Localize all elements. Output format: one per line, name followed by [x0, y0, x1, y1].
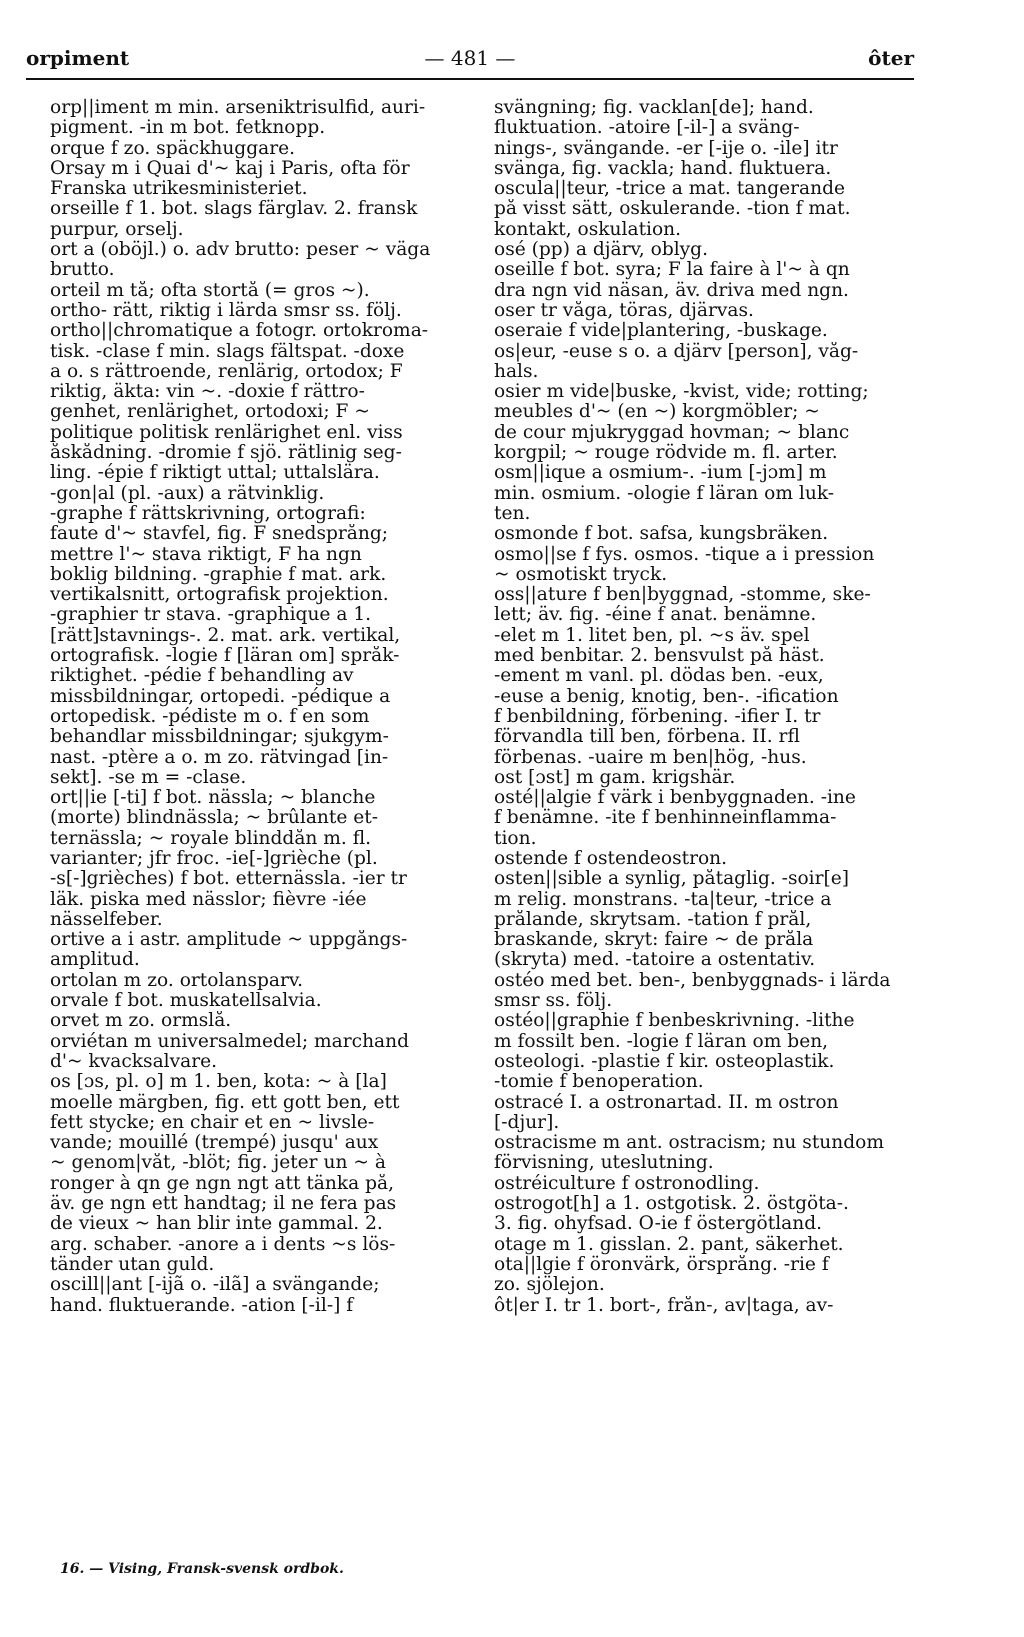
entry-line: f benbildning, förbening. -ifier I. tr — [494, 706, 821, 727]
entry-line: osier m vide|buske, -kvist, vide; rotting; — [494, 382, 869, 403]
entry-line: brutto. — [50, 260, 115, 281]
entry-line: ronger à qn ge ngn ngt att tänka på, — [50, 1173, 395, 1194]
entry-line: ortolan m zo. ortolansparv. — [50, 970, 304, 991]
entry-line: sekt]. -se m = -clase. — [50, 767, 247, 788]
entry-line: Franska utrikesministeriet. — [50, 179, 308, 200]
entry-line: a o. s rättroende, renlärig, ortodox; F — [50, 361, 403, 382]
header-right-guide-word: ôter — [868, 46, 914, 70]
entry-line: f benämne. -ite f benhinneinflamma- — [494, 808, 837, 829]
entry-line: d'~ kvacksalvare. — [50, 1051, 218, 1072]
page-number: — 481 — — [424, 46, 516, 70]
entry-line: ort a (oböjl.) o. adv brutto: peser ~ väga — [50, 240, 431, 261]
right-column — [494, 98, 934, 1316]
entry-line: ostende f ostendeostron. — [494, 848, 728, 869]
entry-line: ostrogot[h] a 1. ostgotisk. 2. östgöta-. — [494, 1194, 849, 1215]
entry-line: ostracisme m ant. ostracism; nu stundom — [494, 1133, 884, 1154]
entry-line: lett; äv. fig. -éine f anat. benämne. — [494, 605, 817, 626]
entry-line: riktighet. -pédie f behandling av — [50, 666, 354, 687]
entry-line: orteil m tå; ofta stortå (= gros ~). — [50, 280, 370, 301]
entry-line: 3. fig. ohyfsad. O-ie f östergötland. — [494, 1214, 823, 1235]
entry-line: ortho- rätt, riktig i lärda smsr ss. följ. — [50, 300, 402, 321]
entry-line: ten. — [494, 503, 531, 524]
header-left-guide-word: orpiment — [26, 46, 130, 70]
entry-line: hand. fluktuerande. -ation [-il-] f — [50, 1295, 354, 1316]
entry-line: politique politisk renlärighet enl. viss — [50, 422, 403, 443]
entry-line: tion. — [494, 828, 537, 849]
entry-line: korgpil; ~ rouge rödvide m. fl. arter. — [494, 443, 838, 464]
entry-line: orvale f bot. muskatellsalvia. — [50, 991, 322, 1012]
entry-line: vande; mouillé (trempé) jusqu' aux — [50, 1133, 379, 1154]
entry-line: ternässla; ~ royale blinddån m. fl. — [50, 828, 372, 849]
entry-line: ost [ɔst] m gam. krigshär. — [494, 767, 736, 788]
entry-line: fett stycke; en chair et en ~ livsle- — [50, 1112, 375, 1133]
entry-line: osé (pp) a djärv, oblyg. — [494, 240, 708, 261]
entry-line: purpur, orselj. — [50, 219, 184, 240]
entry-line: otage m 1. gisslan. 2. pant, säkerhet. — [494, 1234, 844, 1255]
entry-line: varianter; jfr froc. -ie[-]grièche (pl. — [50, 848, 378, 869]
entry-line: pigment. -in m bot. fetknopp. — [50, 118, 326, 139]
entry-line: på visst sätt, oskulerande. -tion f mat. — [494, 199, 851, 220]
entry-line: faute d'~ stavfel, fig. F snedsprång; — [50, 524, 389, 545]
entry-line: nings-, svängande. -er [-ije o. -ile] itr — [494, 138, 838, 159]
entry-line: ling. -épie f riktigt uttal; uttalslära. — [50, 463, 380, 484]
entry-line: zo. sjölejon. — [494, 1275, 605, 1296]
entry-line: förvisning, uteslutning. — [494, 1153, 714, 1174]
entry-line: oseille f bot. syra; F la faire à l'~ à qn — [494, 260, 850, 281]
entry-line: -gon|al (pl. -aux) a rätvinklig. — [50, 483, 325, 504]
entry-line: förbenas. -uaire m ben|hög, -hus. — [494, 747, 807, 768]
entry-line: -euse a benig, knotig, ben-. -ification — [494, 686, 839, 707]
entry-line: riktig, äkta: vin ~. -doxie f rättro- — [50, 382, 365, 403]
entry-line: osté||algie f värk i benbyggnaden. -ine — [494, 788, 856, 809]
entry-line: genhet, renlärighet, ortodoxi; F ~ — [50, 402, 370, 423]
entry-line: prålande, skrytsam. -tation f prål, — [494, 909, 812, 930]
entry-line: de cour mjukryggad hovman; ~ blanc — [494, 422, 850, 443]
entry-line: os [ɔs, pl. o] m 1. ben, kota: ~ à [la] — [50, 1072, 387, 1093]
entry-line: tisk. -clase f min. slags fältspat. -doxe — [50, 341, 405, 362]
entry-line: (morte) blindnässla; ~ brûlante et- — [50, 808, 379, 829]
entry-line: oseraie f vide|plantering, -buskage. — [494, 321, 828, 342]
entry-line: os|eur, -euse s o. a djärv [person], våg- — [494, 341, 859, 362]
entry-line: m relig. monstrans. -ta|teur, -trice a — [494, 889, 832, 910]
entry-line: äv. ge ngn ett handtag; il ne fera pas — [50, 1194, 397, 1215]
entry-line: ~ osmotiskt tryck. — [494, 564, 668, 585]
entry-line: ort||ie [-ti] f bot. nässla; ~ blanche — [50, 788, 376, 809]
entry-line: nässelfeber. — [50, 909, 163, 930]
entry-line: -ement m vanl. pl. dödas ben. -eux, — [494, 666, 824, 687]
entry-line: braskande, skryt: faire ~ de pråla — [494, 930, 814, 951]
entry-line: -elet m 1. litet ben, pl. ~s äv. spel — [494, 625, 810, 646]
entry-line: Orsay m i Quai d'~ kaj i Paris, ofta för — [50, 158, 410, 179]
entry-line: [-djur]. — [494, 1112, 560, 1133]
entry-line: med benbitar. 2. bensvulst på häst. — [494, 646, 825, 667]
entry-line: -s[-]grièches) f bot. etternässla. -ier tr — [50, 869, 407, 890]
entry-line: dra ngn vid näsan, äv. driva med ngn. — [494, 280, 849, 301]
entry-line: oser tr våga, töras, djärvas. — [494, 300, 754, 321]
entry-line: min. osmium. -ologie f läran om luk- — [494, 483, 835, 504]
entry-line: ostéo||graphie f benbeskrivning. -lithe — [494, 1011, 855, 1032]
entry-line: hals. — [494, 361, 539, 382]
entry-line: osmo||se f fys. osmos. -tique a i pression — [494, 544, 875, 565]
entry-line: ~ genom|våt, -blöt; fig. jeter un ~ à — [50, 1153, 386, 1174]
entry-line: läk. piska med nässlor; fièvre -iée — [50, 889, 367, 910]
entry-line: orseille f 1. bot. slags färglav. 2. fransk — [50, 199, 418, 220]
running-header — [26, 44, 914, 72]
entry-line: de vieux ~ han blir inte gammal. 2. — [50, 1214, 383, 1235]
entry-line: missbildningar, ortopedi. -pédique a — [50, 686, 391, 707]
entry-line: ota||lgie f öronvärk, örsprång. -rie f — [494, 1254, 829, 1275]
entry-line: smsr ss. följ. — [494, 991, 613, 1012]
entry-line: -tomie f benoperation. — [494, 1072, 704, 1093]
entry-line: behandlar missbildningar; sjukgym- — [50, 727, 389, 748]
entry-line: orvet m zo. ormslå. — [50, 1011, 232, 1032]
entry-line: förvandla till ben, förbena. II. rfl — [494, 727, 800, 748]
header-rule — [26, 78, 914, 80]
entry-line: ortive a i astr. amplitude ~ uppgångs- — [50, 930, 408, 951]
entry-line: ostéo med bet. ben-, benbyggnads- i lärda — [494, 970, 891, 991]
entry-line: m fossilt ben. -logie f läran om ben, — [494, 1031, 829, 1052]
footer-signature: 16. — Vising, Fransk-svensk ordbok. — [60, 1561, 344, 1577]
left-column — [50, 98, 490, 1316]
entry-line: meubles d'~ (en ~) korgmöbler; ~ — [494, 402, 820, 423]
entry-line: ortografisk. -logie f [läran om] språk- — [50, 646, 400, 667]
entry-line: orp||iment m min. arseniktrisulfid, auri- — [50, 98, 426, 118]
entry-line: -graphier tr stava. -graphique a 1. — [50, 605, 372, 626]
entry-line: mettre l'~ stava riktigt, F ha ngn — [50, 544, 362, 565]
entry-line: moelle märgben, fig. ett gott ben, ett — [50, 1092, 400, 1113]
entry-line: arg. schaber. -anore a i dents ~s lös- — [50, 1234, 396, 1255]
entry-line: åskådning. -dromie f sjö. rätlinig seg- — [50, 443, 402, 464]
entry-line: ostréiculture f ostronodling. — [494, 1173, 760, 1194]
entry-line: vertikalsnitt, ortografisk projektion. — [50, 585, 389, 606]
entry-line: svängning; fig. vacklan[de]; hand. — [494, 98, 814, 118]
entry-line: kontakt, oskulation. — [494, 219, 682, 240]
entry-line: amplitud. — [50, 950, 140, 971]
entry-line: ortopedisk. -pédiste m o. f en som — [50, 706, 370, 727]
entry-line: osm||ique a osmium-. -ium [-jɔm] m — [494, 463, 827, 484]
entry-line: oss||ature f ben|byggnad, -stomme, ske- — [494, 585, 871, 606]
entry-line: orviétan m universalmedel; marchand — [50, 1031, 410, 1052]
entry-line: (skryta) med. -tatoire a ostentativ. — [494, 950, 816, 971]
entry-line: osten||sible a synlig, påtaglig. -soir[e] — [494, 869, 850, 890]
entry-line: nast. -ptère a o. m zo. rätvingad [in- — [50, 747, 389, 768]
entry-line: orque f zo. späckhuggare. — [50, 138, 296, 159]
entry-line: oscula||teur, -trice a mat. tangerande — [494, 179, 846, 200]
entry-line: osmonde f bot. safsa, kungsbräken. — [494, 524, 829, 545]
entry-line: tänder utan guld. — [50, 1254, 215, 1275]
entry-line: -graphe f rättskrivning, ortografi: — [50, 503, 366, 524]
entry-line: svänga, fig. vackla; hand. fluktuera. — [494, 158, 832, 179]
entry-line: ortho||chromatique a fotogr. ortokroma- — [50, 321, 429, 342]
entry-line: oscill||ant [-ijã o. -ilã] a svängande; — [50, 1275, 380, 1296]
entry-line: ôt|er I. tr 1. bort-, från-, av|taga, av- — [494, 1295, 834, 1316]
entry-line: osteologi. -plastie f kir. osteoplastik. — [494, 1051, 835, 1072]
entry-line: [rätt]stavnings-. 2. mat. ark. vertikal, — [50, 625, 401, 646]
entry-line: fluktuation. -atoire [-il-] a sväng- — [494, 118, 800, 139]
entry-line: ostracé I. a ostronartad. II. m ostron — [494, 1092, 839, 1113]
entry-line: boklig bildning. -graphie f mat. ark. — [50, 564, 387, 585]
